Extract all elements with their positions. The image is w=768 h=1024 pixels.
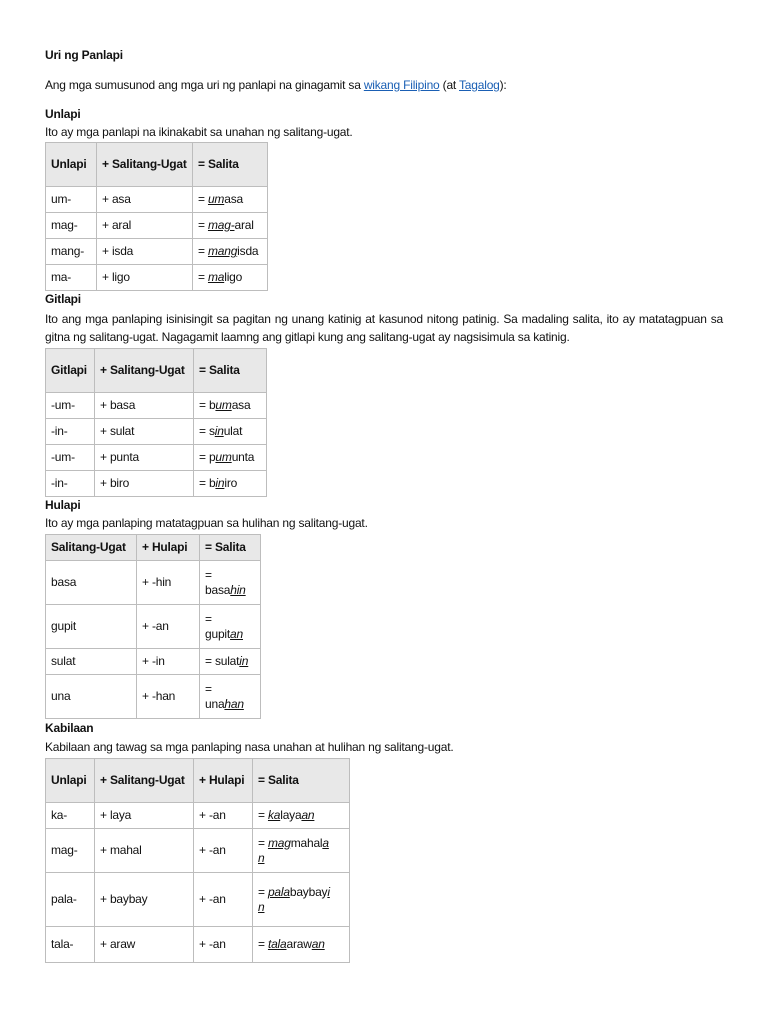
affix-cell: + -han	[137, 675, 200, 719]
result-text: mahal	[290, 835, 323, 850]
affix-cell: -in-	[46, 419, 95, 445]
intro-text-mid: (at	[439, 78, 459, 92]
root-cell: + sulat	[95, 419, 194, 445]
result-text: =	[198, 270, 208, 284]
affix-highlight: pala	[267, 884, 290, 899]
table-row	[46, 829, 350, 873]
result-text: ulat	[223, 424, 243, 438]
table-row	[46, 649, 261, 675]
table-row	[46, 187, 268, 213]
prefix-cell: ka-	[46, 803, 95, 829]
result-text: = s	[199, 424, 215, 438]
table-header-row	[46, 349, 267, 393]
affix-cell: + -in	[137, 649, 200, 675]
affix-highlight: n	[258, 850, 265, 865]
root-cell: + mahal	[95, 829, 194, 873]
affix-cell: um-	[46, 187, 97, 213]
kabilaan-description: Kabilaan ang tawag sa mga panlaping nasa unahan at hulihan ng salitang-ugat.	[45, 740, 454, 754]
hulapi-table	[45, 534, 261, 719]
suffix-cell: + -an	[194, 873, 253, 927]
result-cell	[194, 393, 267, 419]
root-cell: + araw	[95, 927, 194, 963]
column-header: + Salitang-Ugat	[97, 143, 193, 187]
affix-highlight: mag-	[207, 218, 235, 232]
root-cell: gupit	[46, 605, 137, 649]
affix-highlight: um	[207, 192, 225, 206]
result-text: = b	[199, 476, 216, 490]
affix-highlight: um	[215, 450, 232, 464]
result-text: =	[205, 681, 212, 696]
kabilaan-heading: Kabilaan	[45, 721, 94, 735]
affix-highlight: ma	[207, 270, 225, 284]
affix-cell: -um-	[46, 445, 95, 471]
table-row	[46, 239, 268, 265]
result-cell	[200, 649, 261, 675]
root-cell: + basa	[95, 393, 194, 419]
affix-cell: -um-	[46, 393, 95, 419]
affix-highlight: an	[230, 626, 243, 641]
table-row	[46, 675, 261, 719]
affix-cell: mag-	[46, 213, 97, 239]
result-text: iro	[224, 476, 238, 490]
result-text: = sulat	[205, 654, 240, 668]
unlapi-description: Ito ay mga panlapi na ikinakabit sa unahan ng salitang-ugat.	[45, 125, 353, 139]
column-header: = Salita	[193, 143, 268, 187]
column-header: Gitlapi	[46, 349, 95, 393]
gitlapi-table	[45, 348, 267, 497]
table-row	[46, 471, 267, 497]
result-text: asa	[231, 398, 251, 412]
result-text: una	[205, 696, 225, 711]
page-title: Uri ng Panlapi	[45, 48, 123, 62]
result-text: araw	[286, 937, 312, 951]
table-header-row	[46, 535, 261, 561]
result-text: laya	[280, 808, 302, 822]
root-cell: + biro	[95, 471, 194, 497]
table-row	[46, 927, 350, 963]
result-cell	[194, 445, 267, 471]
result-cell	[193, 213, 268, 239]
table-row	[46, 605, 261, 649]
prefix-cell: tala-	[46, 927, 95, 963]
root-cell: + ligo	[97, 265, 193, 291]
column-header: = Salita	[253, 759, 350, 803]
result-cell	[253, 803, 350, 829]
result-text: unta	[231, 450, 255, 464]
root-cell: + punta	[95, 445, 194, 471]
table-row	[46, 445, 267, 471]
affix-highlight: mag	[267, 835, 291, 850]
table-row	[46, 873, 350, 927]
result-text: =	[258, 884, 268, 899]
affix-cell: mang-	[46, 239, 97, 265]
column-header: + Hulapi	[194, 759, 253, 803]
result-text: ligo	[224, 270, 243, 284]
affix-highlight: mang	[207, 244, 238, 258]
result-text: =	[198, 218, 208, 232]
kabilaan-table	[45, 758, 350, 963]
affix-highlight: an	[311, 937, 325, 951]
result-text: basa	[205, 582, 231, 597]
affix-highlight: in	[214, 424, 224, 438]
result-text: =	[205, 611, 212, 626]
prefix-cell: pala-	[46, 873, 95, 927]
unlapi-heading: Unlapi	[45, 107, 81, 121]
result-text: =	[198, 192, 208, 206]
table-row	[46, 419, 267, 445]
result-cell	[193, 265, 268, 291]
result-text: asa	[224, 192, 243, 206]
affix-highlight: um	[215, 398, 232, 412]
result-text: isda	[237, 244, 259, 258]
result-text: = b	[199, 398, 216, 412]
result-cell	[200, 561, 261, 605]
wikang-filipino-link[interactable]: wikang Filipino	[363, 78, 440, 92]
column-header: Unlapi	[46, 759, 95, 803]
affix-highlight: ka	[267, 808, 281, 822]
column-header: = Salita	[194, 349, 267, 393]
result-text: =	[258, 808, 268, 822]
affix-highlight: a	[322, 835, 329, 850]
affix-cell: -in-	[46, 471, 95, 497]
result-cell	[200, 675, 261, 719]
result-text: baybay	[289, 884, 328, 899]
intro-text-end: ):	[499, 78, 507, 92]
affix-highlight: in	[215, 476, 225, 490]
table-header-row	[46, 759, 350, 803]
affix-cell: ma-	[46, 265, 97, 291]
suffix-cell: + -an	[194, 829, 253, 873]
result-cell	[193, 239, 268, 265]
result-cell	[200, 605, 261, 649]
affix-highlight: hin	[230, 582, 246, 597]
affix-highlight: i	[327, 884, 330, 899]
affix-highlight: han	[224, 696, 244, 711]
result-text: =	[258, 937, 268, 951]
root-cell: sulat	[46, 649, 137, 675]
root-cell: + laya	[95, 803, 194, 829]
result-text: =	[198, 244, 208, 258]
result-cell	[253, 927, 350, 963]
result-cell	[194, 419, 267, 445]
result-text: =	[205, 567, 212, 582]
affix-highlight: n	[258, 899, 265, 914]
suffix-cell: + -an	[194, 803, 253, 829]
column-header: + Salitang-Ugat	[95, 349, 194, 393]
result-text: gupit	[205, 626, 231, 641]
result-cell	[253, 873, 350, 927]
result-text: = p	[199, 450, 216, 464]
root-cell: + baybay	[95, 873, 194, 927]
affix-cell: + -an	[137, 605, 200, 649]
result-cell	[193, 187, 268, 213]
column-header: Unlapi	[46, 143, 97, 187]
table-row	[46, 393, 267, 419]
column-header: Salitang-Ugat	[46, 535, 137, 561]
prefix-cell: mag-	[46, 829, 95, 873]
root-cell: + asa	[97, 187, 193, 213]
table-header-row	[46, 143, 268, 187]
result-text: aral	[234, 218, 254, 232]
gitlapi-heading: Gitlapi	[45, 292, 81, 306]
result-cell	[253, 829, 350, 873]
column-header: = Salita	[200, 535, 261, 561]
tagalog-link[interactable]: Tagalog	[459, 78, 500, 92]
unlapi-table	[45, 142, 268, 291]
table-row	[46, 561, 261, 605]
suffix-cell: + -an	[194, 927, 253, 963]
root-cell: + aral	[97, 213, 193, 239]
affix-cell: + -hin	[137, 561, 200, 605]
intro-text: Ang mga sumusunod ang mga uri ng panlapi na ginagamit sa	[45, 78, 364, 92]
gitlapi-description: Ito ang mga panlaping isinisingit sa pagitan ng unang katinig at kasunod nitong patinig. Sa madaling salita, ito ay matatagpuan sa gitna ng salitang-ugat. Nagagamit laamng ang gitlapi kung ang salitang-ugat ay nagsisimula sa katinig.	[45, 312, 723, 344]
intro-paragraph	[45, 78, 507, 92]
table-row	[46, 213, 268, 239]
column-header: + Hulapi	[137, 535, 200, 561]
affix-highlight: an	[301, 808, 315, 822]
affix-highlight: in	[239, 654, 249, 668]
hulapi-description: Ito ay mga panlaping matatagpuan sa hulihan ng salitang-ugat.	[45, 516, 368, 530]
root-cell: basa	[46, 561, 137, 605]
table-row	[46, 803, 350, 829]
hulapi-heading: Hulapi	[45, 498, 81, 512]
root-cell: + isda	[97, 239, 193, 265]
affix-highlight: tala	[267, 937, 287, 951]
table-row	[46, 265, 268, 291]
column-header: + Salitang-Ugat	[95, 759, 194, 803]
root-cell: una	[46, 675, 137, 719]
result-cell	[194, 471, 267, 497]
result-text: =	[258, 835, 268, 850]
